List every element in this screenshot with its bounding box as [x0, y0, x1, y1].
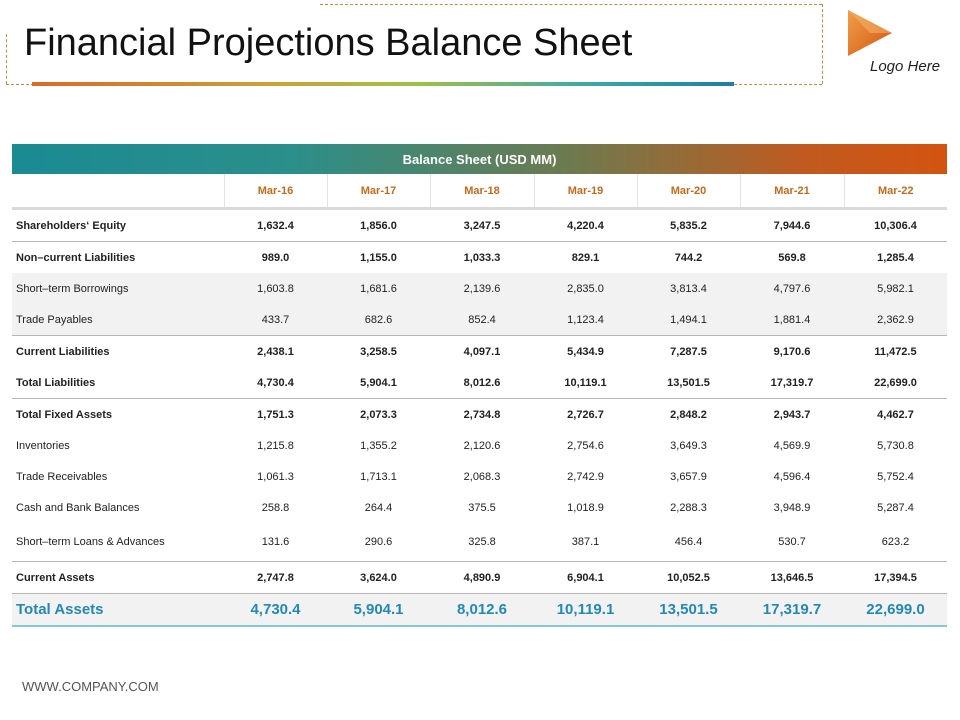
- table-caption-row: [12, 144, 947, 174]
- cell-value: 8,012.6: [430, 594, 534, 627]
- cell-value: 829.1: [534, 242, 637, 274]
- cell-value: 4,220.4: [567, 219, 604, 232]
- cell-value: 2,835.0: [534, 273, 637, 304]
- row-label: Total Assets: [12, 594, 224, 627]
- table-header-row: [12, 174, 947, 209]
- table-row: [12, 336, 947, 368]
- row-label: Total Liabilities: [16, 376, 96, 389]
- cell-value: 3,258.5: [327, 336, 430, 368]
- row-label: Short–term Loans & Advances: [16, 536, 165, 548]
- row-label: Inventories: [16, 439, 70, 452]
- cell-value: 22,699.0: [844, 594, 947, 627]
- cell-value: 2,120.6: [463, 439, 501, 452]
- cell-value: 2,726.7: [534, 399, 637, 431]
- cell-value: 4,462.7: [844, 399, 947, 431]
- cell-value: 4,596.4: [773, 470, 811, 483]
- cell-value: 2,288.3: [670, 501, 707, 514]
- table-row: [12, 399, 947, 431]
- cell-value: 1,603.8: [224, 273, 327, 304]
- cell-value: 1,285.4: [844, 242, 947, 274]
- cell-value: 4,797.6: [740, 273, 844, 304]
- cell-value: 1,355.2: [360, 439, 397, 452]
- cell-value: 387.1: [571, 536, 600, 548]
- row-label: Shareholders‘ Equity: [16, 219, 127, 232]
- cell-value: 2,742.9: [567, 470, 604, 483]
- cell-value: 325.8: [468, 536, 496, 548]
- cell-value: 569.8: [740, 242, 844, 274]
- title-underline: [32, 82, 734, 86]
- cell-value: 1,632.4: [257, 219, 294, 232]
- logo-text: Logo Here: [870, 58, 941, 75]
- cell-value: 5,730.8: [877, 439, 914, 452]
- title-frame-right: [822, 4, 823, 84]
- cell-value: 2,943.7: [740, 399, 844, 431]
- column-header: Mar-16: [224, 174, 327, 209]
- cell-value: 456.4: [674, 536, 703, 548]
- cell-value: 2,362.9: [844, 304, 947, 336]
- cell-value: 5,434.9: [534, 336, 637, 368]
- cell-value: 3,247.5: [463, 219, 501, 232]
- row-label: Cash and Bank Balances: [16, 501, 140, 514]
- column-header: Mar-18: [430, 174, 534, 209]
- column-header: Mar-20: [637, 174, 740, 209]
- cell-value: 264.4: [364, 501, 393, 514]
- header-blank-cell: [12, 174, 224, 209]
- table-row: [12, 242, 947, 274]
- table-row: [12, 461, 947, 492]
- cell-value: 131.6: [261, 536, 290, 548]
- cell-value: 4,097.1: [430, 336, 534, 368]
- cell-value: 1,215.8: [257, 439, 294, 452]
- cell-value: 1,751.3: [224, 399, 327, 431]
- balance-sheet-table: [12, 144, 947, 627]
- cell-value: 22,699.0: [874, 376, 917, 389]
- cell-value: 3,624.0: [327, 562, 430, 594]
- cell-value: 1,713.1: [360, 470, 397, 483]
- column-header: Mar-21: [740, 174, 844, 209]
- cell-value: 10,119.1: [564, 376, 607, 389]
- table-row: [12, 523, 947, 562]
- table-row: [12, 492, 947, 523]
- cell-value: 5,982.1: [844, 273, 947, 304]
- table-caption: Balance Sheet (USD MM): [12, 144, 947, 174]
- cell-value: 5,752.4: [877, 470, 914, 483]
- cell-value: 2,734.8: [430, 399, 534, 431]
- page-title: Financial Projections Balance Sheet: [24, 22, 633, 64]
- cell-value: 10,119.1: [534, 594, 637, 627]
- row-label: Total Fixed Assets: [12, 399, 224, 431]
- cell-value: 852.4: [430, 304, 534, 336]
- cell-value: 6,904.1: [534, 562, 637, 594]
- cell-value: 1,681.6: [327, 273, 430, 304]
- table-row: [12, 209, 947, 242]
- cell-value: 5,904.1: [327, 594, 430, 627]
- cell-value: 1,155.0: [327, 242, 430, 274]
- cell-value: 623.2: [881, 536, 910, 548]
- row-label: Trade Receivables: [16, 470, 108, 483]
- cell-value: 1,123.4: [534, 304, 637, 336]
- total-assets-row: [12, 594, 947, 627]
- column-header: Mar-17: [327, 174, 430, 209]
- cell-value: 530.7: [778, 536, 806, 548]
- cell-value: 3,657.9: [670, 470, 707, 483]
- cell-value: 11,472.5: [844, 336, 947, 368]
- table-row: [12, 562, 947, 594]
- row-label: Trade Payables: [12, 304, 224, 336]
- cell-value: 4,730.4: [257, 376, 294, 389]
- row-label: Non–current Liabilities: [12, 242, 224, 274]
- title-frame-left: [6, 34, 7, 84]
- title-frame-top: [320, 4, 822, 5]
- cell-value: 2,139.6: [430, 273, 534, 304]
- logo-icon: [846, 8, 894, 58]
- cell-value: 744.2: [637, 242, 740, 274]
- cell-value: 2,438.1: [224, 336, 327, 368]
- cell-value: 4,569.9: [773, 439, 811, 452]
- footer-url: WWW.COMPANY.COM: [22, 679, 159, 694]
- table-row: [12, 304, 947, 336]
- cell-value: 10,306.4: [874, 219, 917, 232]
- cell-value: 2,848.2: [637, 399, 740, 431]
- cell-value: 5,835.2: [670, 219, 707, 232]
- cell-value: 989.0: [224, 242, 327, 274]
- table-row: [12, 367, 947, 399]
- cell-value: 290.6: [364, 536, 393, 548]
- cell-value: 17,319.7: [740, 594, 844, 627]
- cell-value: 1,033.3: [430, 242, 534, 274]
- balance-sheet-table-container: [12, 144, 947, 627]
- cell-value: 10,052.5: [637, 562, 740, 594]
- cell-value: 1,856.0: [360, 219, 397, 232]
- cell-value: 13,501.5: [667, 376, 710, 389]
- cell-value: 8,012.6: [463, 376, 501, 389]
- column-header: Mar-22: [844, 174, 947, 209]
- cell-value: 3,649.3: [670, 439, 707, 452]
- cell-value: 682.6: [327, 304, 430, 336]
- cell-value: 375.5: [468, 501, 496, 514]
- cell-value: 1,061.3: [257, 470, 294, 483]
- cell-value: 17,319.7: [770, 376, 814, 389]
- cell-value: 4,890.9: [430, 562, 534, 594]
- table-row: [12, 273, 947, 304]
- column-header: Mar-19: [534, 174, 637, 209]
- row-label: Short–term Borrowings: [12, 273, 224, 304]
- cell-value: 13,646.5: [740, 562, 844, 594]
- cell-value: 2,754.6: [567, 439, 604, 452]
- row-label: Current Assets: [12, 562, 224, 594]
- cell-value: 5,287.4: [877, 501, 914, 514]
- row-label: Current Liabilities: [12, 336, 224, 368]
- cell-value: 9,170.6: [740, 336, 844, 368]
- cell-value: 17,394.5: [844, 562, 947, 594]
- cell-value: 3,948.9: [773, 501, 811, 514]
- cell-value: 3,813.4: [637, 273, 740, 304]
- cell-value: 7,944.6: [773, 219, 811, 232]
- cell-value: 2,073.3: [327, 399, 430, 431]
- cell-value: 4,730.4: [224, 594, 327, 627]
- cell-value: 13,501.5: [637, 594, 740, 627]
- cell-value: 1,018.9: [567, 501, 604, 514]
- cell-value: 258.8: [261, 501, 290, 514]
- cell-value: 5,904.1: [360, 376, 397, 389]
- cell-value: 2,068.3: [463, 470, 501, 483]
- cell-value: 1,494.1: [637, 304, 740, 336]
- cell-value: 7,287.5: [637, 336, 740, 368]
- cell-value: 433.7: [224, 304, 327, 336]
- table-row: [12, 430, 947, 461]
- cell-value: 1,881.4: [740, 304, 844, 336]
- cell-value: 2,747.8: [224, 562, 327, 594]
